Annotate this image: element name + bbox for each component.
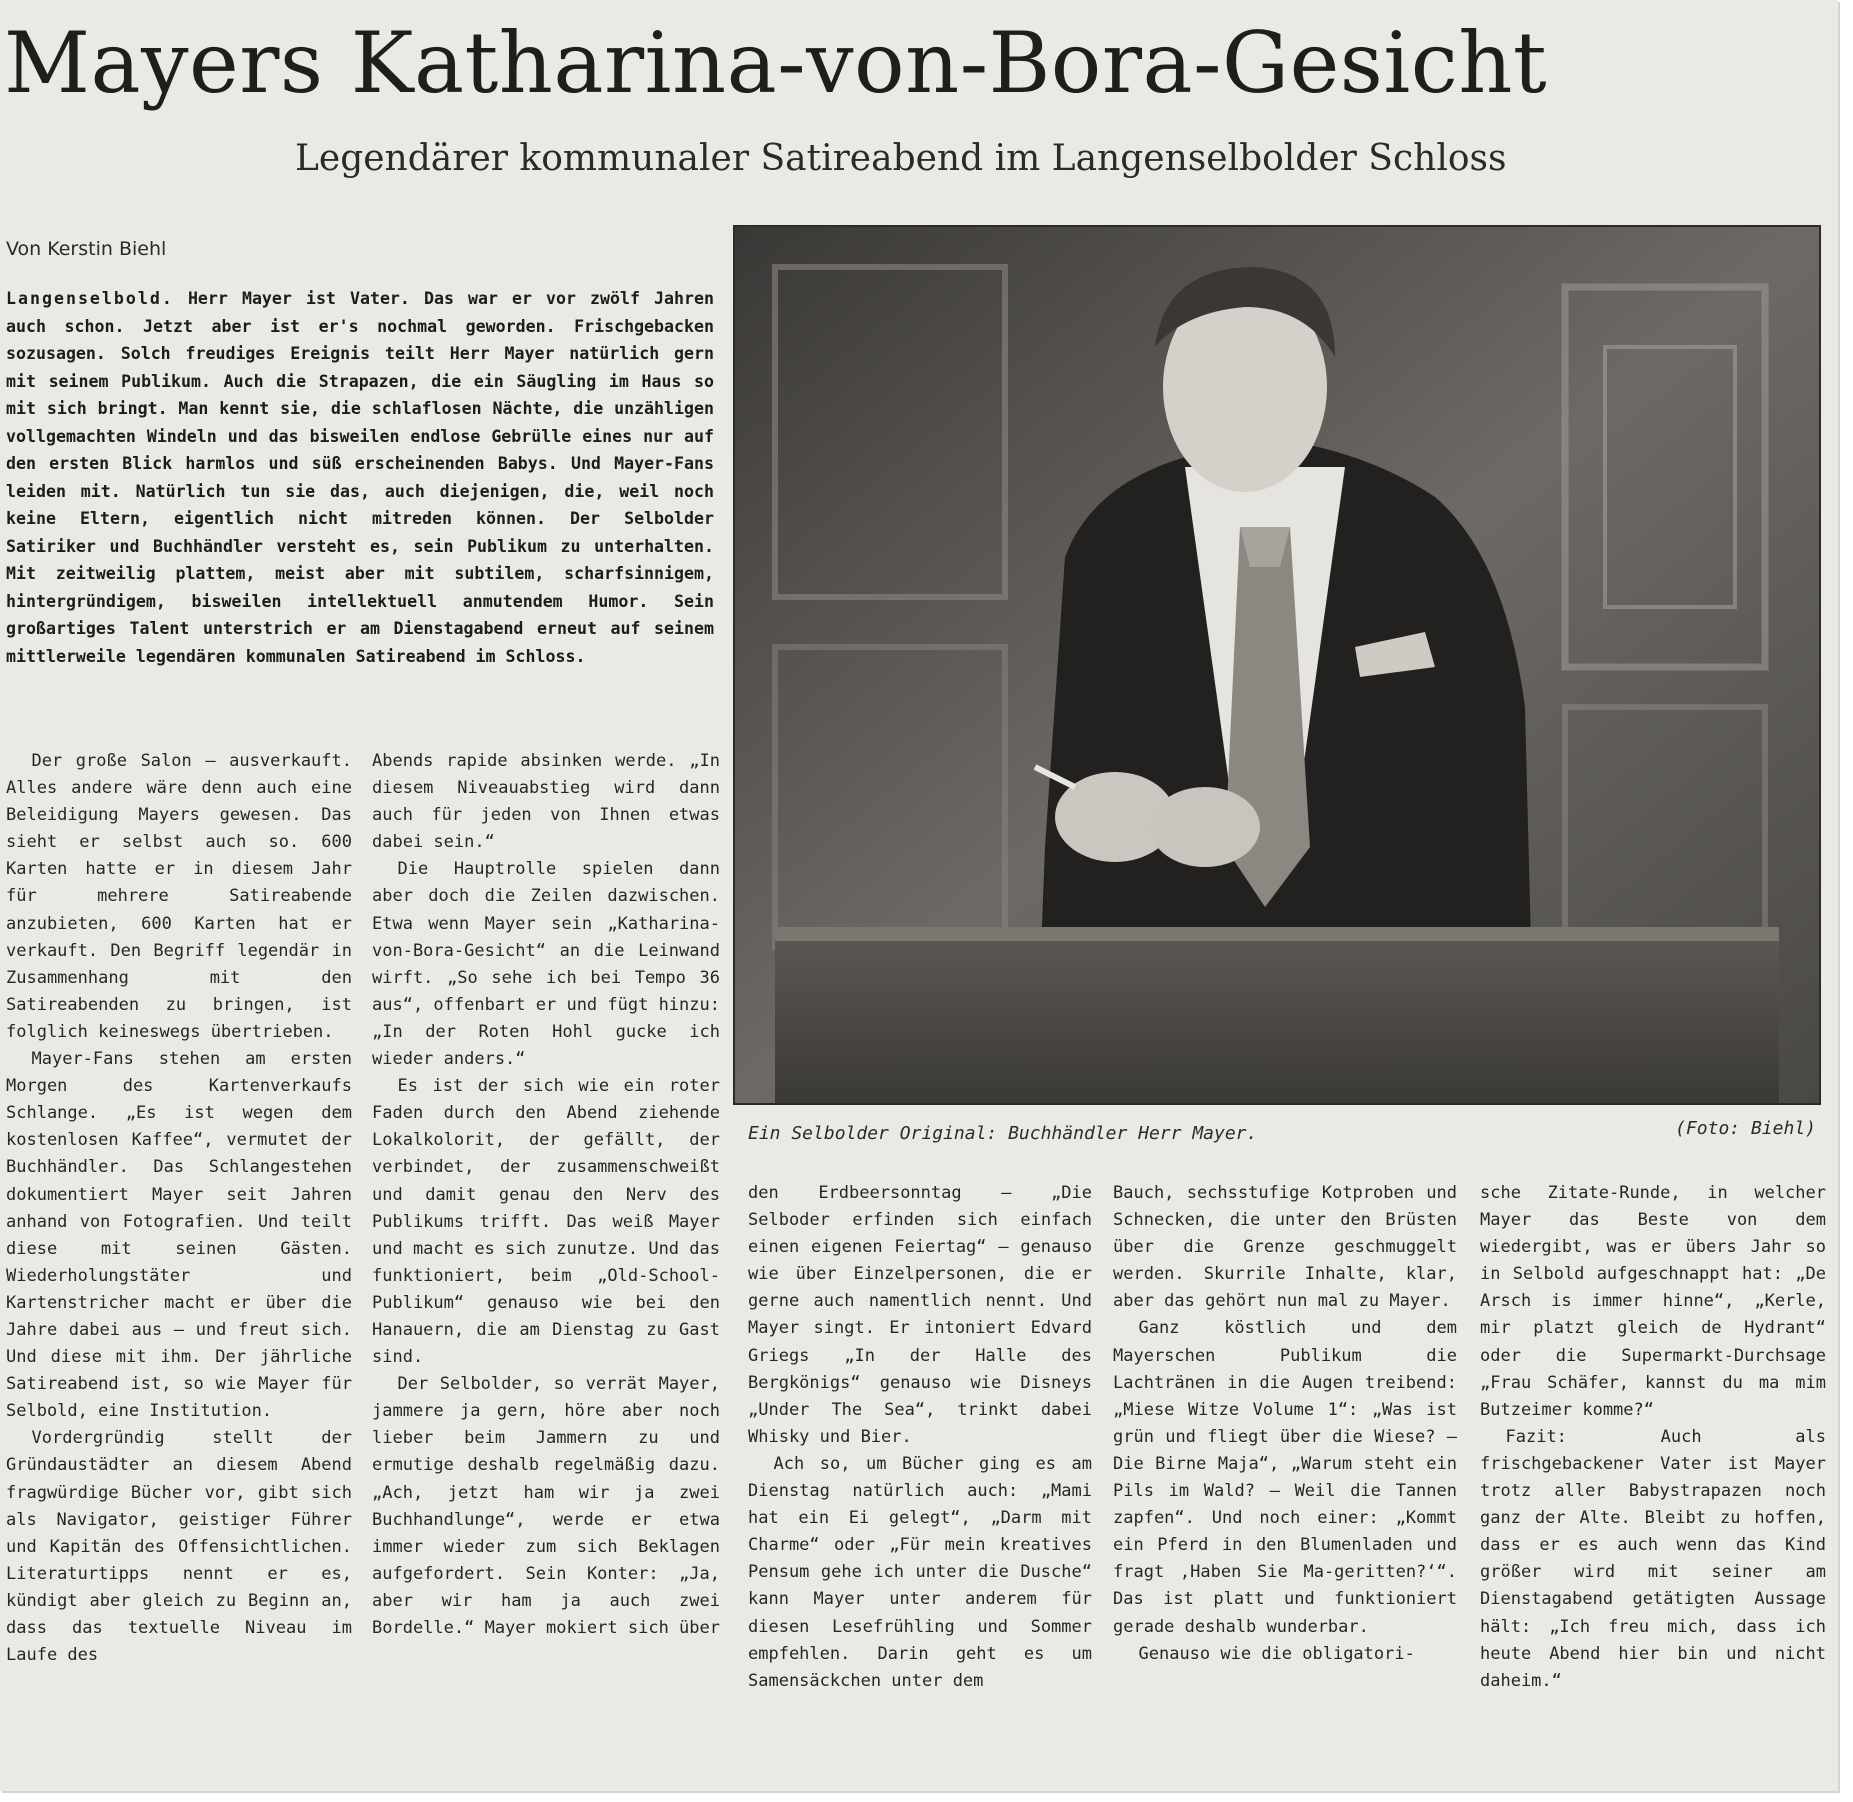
paragraph: Vordergründig stellt der Gründaustädter an diesem Abend fragwürdige Bücher vor, gibt sich als Navigator, geistiger Führer und Kapitän des Offensichtlichen. Literaturtipps nennt er es, kündigt aber gleich zu Beginn an, dass das textuelle Niveau im Laufe des [6, 1428, 352, 1666]
text-column-5 [1480, 1180, 1826, 1695]
paragraph: Ganz köstlich und dem Mayerschen Publikum die Lachtränen in die Augen treibend: „Miese Witze Volume 1“: „Was ist grün und fliegt über die Wiese? – Die Birne Maja“, „Warum steht ein Pils im Wald? – Weil die Tannen zapfen“. Und noch einer: „Kommt ein Pferd in den Blumenladen und fragt ‚Haben Sie Ma-geritten?‘“. Das ist platt und funktioniert gerade deshalb wunderbar. [1113, 1318, 1457, 1637]
text-column-2 [372, 748, 720, 1642]
paragraph: Ach so, um Bücher ging es am Dienstag natürlich auch: „Mami hat ein Ei gelegt“, „Darm mit Charme“ oder „Für mein kreatives Pensum gehe ich unter die Dusche“ kann Mayer unter anderem für diesen Lesefrühling und Sommer empfehlen. Darin geht es um Samensäckchen unter dem [748, 1453, 1092, 1691]
photo-illustration [735, 227, 1819, 1103]
byline: Von Kerstin Biehl [6, 238, 167, 260]
paragraph: Abends rapide absinken werde. „In diesem Niveauabstieg wird dann auch für jeden von Ihnen etwas dabei sein.“ [372, 751, 720, 853]
paragraph: den Erdbeersonntag – „Die Selboder erfinden sich einfach einen eigenen Feiertag“ – genauso wie über Einzelpersonen, die er gerne auch namentlich nennt. Und Mayer singt. Er intoniert Edvard Griegs „In der Halle des Bergkönigs“ genauso wie Disneys „Under The Sea“, trinkt dabei Whisky und Bier. [748, 1183, 1092, 1447]
paragraph: Die Hauptrolle spielen dann aber doch die Zeilen dazwischen. Etwa wenn Mayer sein „Katharina-von-Bora-Gesicht“ an die Leinwand wirft. „So sehe ich bei Tempo 36 aus“, offenbart er und fügt hinzu: „In der Roten Hohl gucke ich wieder anders.“ [372, 859, 720, 1070]
paragraph: Fazit: Auch als frischgebackener Vater ist Mayer trotz aller Babystrapazen noch ganz der Alte. Bleibt zu hoffen, dass er es auch wenn das Kind größer wird mit seiner am Dienstagabend getätigten Aussage hält: „Ich freu mich, dass ich heute Abend hier bin und nicht daheim.“ [1480, 1426, 1826, 1691]
photo-credit: (Foto: Biehl) [1675, 1118, 1816, 1139]
text-column-4 [1113, 1180, 1457, 1668]
paragraph: Genauso wie die obligatori- [1138, 1643, 1415, 1664]
paragraph: Mayer-Fans stehen am ersten Morgen des Kartenverkaufs Schlange. „Es ist wegen dem kostenlosen Kaffee“, vermutet der Buchhändler. Das Schlangestehen dokumentiert Mayer seit Jahren anhand von Fotografien. Und teilt diese mit seinen Gästen. Wiederholungstäter und Kartenstricher macht er über die Jahre dabei aus – und freut sich. Und diese mit ihm. Der jährliche Satireabend ist, so wie Mayer für Selbold, eine Institution. [6, 1049, 352, 1422]
text-column-3 [748, 1180, 1092, 1695]
paragraph: sche Zitate-Runde, in welcher Mayer das Beste von dem wiedergibt, was er übers Jahr so in Selbold aufgeschnappt hat: „De Arsch is immer hinne“, „Kerle, mir platzt gleich de Hydrant“ oder die Supermarkt-Durchsage „Frau Schäfer, kannst du ma mim Butzeimer komme?“ [1480, 1183, 1826, 1420]
photo-caption: Ein Selbolder Original: Buchhändler Herr Mayer. [748, 1123, 1258, 1144]
paragraph: Bauch, sechsstufige Kotproben und Schnecken, die unter den Brüsten über die Grenze geschmuggelt werden. Skurrile Inhalte, klar, aber das gehört nun mal zu Mayer. [1113, 1183, 1457, 1312]
lead-text: Herr Mayer ist Vater. Das war er vor zwölf Jahren auch schon. Jetzt aber ist er's nochmal geworden. Frischgebacken sozusagen. Solch freudiges Ereignis teilt Herr Mayer natürlich gern mit seinem Publikum. Auch die Strapazen, die ein Säugling im Haus so mit sich bringt. Man kennt sie, die schlaflosen Nächte, die unzähligen vollgemachten Windeln und das bisweilen endlose Gebrülle eines nur auf den ersten Blick harmlos und süß erscheinenden Babys. Und Mayer-Fans leiden mit. Natürlich tun sie das, auch diejenigen, die, weil noch keine Eltern, eigentlich nicht mitreden können. Der Selbolder Satiriker und Buchhändler versteht es, sein Publikum zu unterhalten. Mit zeitweilig plattem, meist aber mit subtilem, scharfsinnigem, hintergründigem, bisweilen intellektuell anmutendem Humor. Sein großartiges Talent unterstrich er am Dienstagabend erneut auf seinem mittlerweile legendären kommunalen Satireabend im Schloss. [6, 289, 714, 666]
subheadline: Legendärer kommunaler Satireabend im Langenselbolder Schloss [295, 138, 1507, 179]
paragraph: Es ist der sich wie ein roter Faden durch den Abend ziehende Lokalkolorit, der gefällt, der verbindet, der zusammenschweißt und damit genau den Nerv des Publikums trifft. Das weiß Mayer und macht es sich zunutze. Und das funktioniert, beim „Old-School-Publikum“ genauso wie bei den Hanauern, die am Dienstag zu Gast sind. [372, 1076, 720, 1368]
photo-speaker [733, 225, 1821, 1105]
headline: Mayers Katharina-von-Bora-Gesicht [4, 14, 1548, 112]
lead-paragraph [6, 285, 714, 670]
text-column-1 [6, 748, 352, 1669]
paragraph: Der Selbolder, so verrät Mayer, jammere ja gern, höre aber noch lieber beim Jammern zu und ermutige deshalb regelmäßig dazu. „Ach, jetzt ham wir ja zwei Buchhandlunge“, werde er etwa immer wieder zum sich Beklagen aufgefordert. Sein Konter: „Ja, aber wir ham ja auch zwei Bordelle.“ Mayer mokiert sich über [372, 1374, 720, 1638]
paragraph: Der große Salon – ausverkauft. Alles andere wäre denn auch eine Beleidigung Mayers gewesen. Das sieht er selbst auch so. 600 Karten hatte er in diesem Jahr für mehrere Satireabende anzubieten, 600 Karten hat er verkauft. Den Begriff legendär in Zusammenhang mit den Satireabenden zu bringen, ist folglich keineswegs übertrieben. [6, 751, 352, 1042]
lead-dateline: Langenselbold. [6, 289, 174, 308]
